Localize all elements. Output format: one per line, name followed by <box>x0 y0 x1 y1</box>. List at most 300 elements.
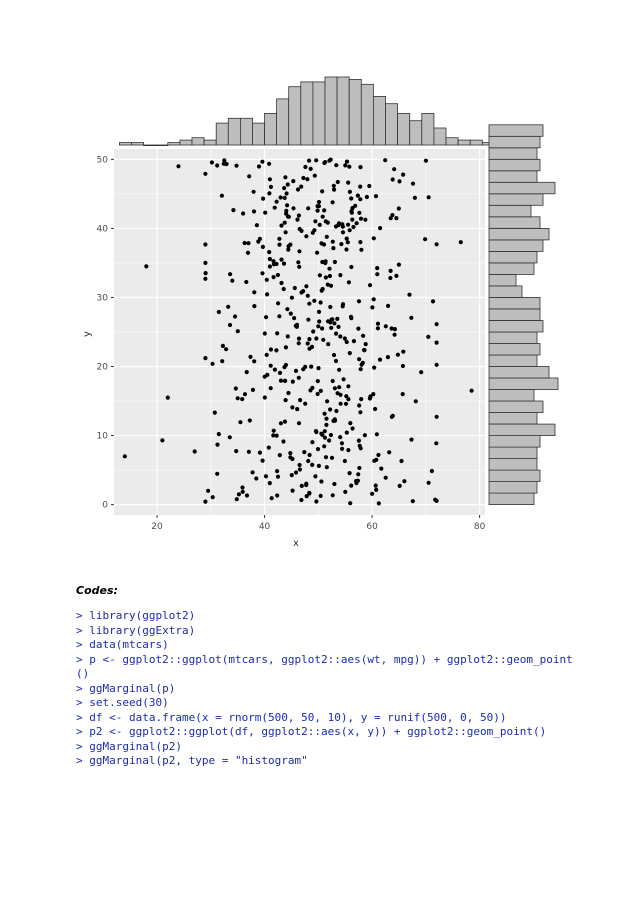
scatter-point <box>273 368 277 372</box>
x-hist-bar <box>446 138 458 145</box>
scatter-point <box>297 341 301 345</box>
scatter-point <box>305 494 309 498</box>
scatter-point <box>267 191 271 195</box>
scatter-point <box>220 194 224 198</box>
scatter-point <box>306 459 310 463</box>
scatter-point <box>316 204 320 208</box>
scatter-point <box>407 293 411 297</box>
code-line: > ggMarginal(p2, type = "histogram" <box>76 754 308 767</box>
scatter-point <box>316 209 320 213</box>
scatter-point <box>357 211 361 215</box>
scatter-point <box>217 432 221 436</box>
scatter-point <box>391 414 395 418</box>
scatter-point <box>306 206 310 210</box>
y-axis <box>97 155 114 510</box>
scatter-point <box>401 350 405 354</box>
scatter-point <box>375 266 379 270</box>
scatter-point <box>302 450 306 454</box>
scatter-point <box>384 476 388 480</box>
scatter-point <box>427 195 431 199</box>
scatter-point <box>283 175 287 179</box>
scatter-point <box>278 453 282 457</box>
scatter-point <box>375 432 379 436</box>
scatter-point <box>291 206 295 210</box>
y-hist-bar <box>489 182 555 194</box>
scatter-point <box>402 479 406 483</box>
scatter-point <box>297 265 301 269</box>
scatter-point <box>358 185 362 189</box>
scatter-point <box>435 341 439 345</box>
scatter-point <box>270 496 274 500</box>
scatter-point <box>329 326 333 330</box>
scatter-point <box>470 389 474 393</box>
scatter-point <box>318 273 322 277</box>
scatter-point <box>313 219 317 223</box>
scatter-point <box>289 312 293 316</box>
scatter-point <box>275 200 279 204</box>
x-hist-bar <box>434 128 446 145</box>
scatter-point <box>299 185 303 189</box>
scatter-point <box>341 230 345 234</box>
scatter-point <box>368 394 372 398</box>
scatter-point <box>401 392 405 396</box>
scatter-point <box>359 217 363 221</box>
scatter-point <box>348 471 352 475</box>
scatter-point <box>322 208 326 212</box>
scatter-point <box>374 488 378 492</box>
scatter-point <box>409 316 413 320</box>
scatter-point <box>298 227 302 231</box>
scatter-point <box>298 467 302 471</box>
x-tick-label: 20 <box>151 522 163 532</box>
scatter-point <box>322 444 326 448</box>
scatter-point <box>282 262 286 266</box>
scatter-point <box>393 327 397 331</box>
scatter-point <box>273 206 277 210</box>
code-line: > ggMarginal(p2) <box>76 739 182 753</box>
scatter-point <box>334 332 338 336</box>
scatter-point <box>427 481 431 485</box>
y-axis-title: y <box>82 331 93 337</box>
x-hist-bar <box>410 121 422 145</box>
scatter-point <box>386 304 390 308</box>
x-axis <box>151 515 485 532</box>
scatter-point <box>367 184 371 188</box>
x-hist-bar <box>337 77 349 145</box>
scatter-point <box>346 181 350 185</box>
scatter-point <box>256 240 260 244</box>
scatter-point <box>336 325 340 329</box>
scatter-point <box>296 260 300 264</box>
scatter-point <box>318 223 322 227</box>
scatter-point <box>401 364 405 368</box>
scatter-point <box>338 393 342 397</box>
scatter-point <box>299 498 303 502</box>
scatter-point <box>295 218 299 222</box>
scatter-point <box>383 158 387 162</box>
scatter-point <box>215 472 219 476</box>
scatter-point <box>203 261 207 265</box>
scatter-point <box>329 158 333 162</box>
scatter-point <box>331 240 335 244</box>
scatter-point <box>237 492 241 496</box>
scatter-point <box>252 209 256 213</box>
y-hist-bar <box>489 401 543 413</box>
code-line: > set.seed(30) <box>76 696 169 709</box>
scatter-point <box>297 421 301 425</box>
scatter-point <box>307 337 311 341</box>
scatter-point <box>236 329 240 333</box>
scatter-point <box>268 481 272 485</box>
x-hist-bar <box>422 113 434 145</box>
scatter-point <box>338 273 342 277</box>
scatter-point <box>344 402 348 406</box>
scatter-point <box>401 173 405 177</box>
scatter-point <box>279 224 283 228</box>
y-hist-bar <box>489 447 537 459</box>
scatter-point <box>166 396 170 400</box>
scatter-point <box>349 315 353 319</box>
y-hist-bar <box>489 194 543 206</box>
scatter-point <box>274 348 278 352</box>
scatter-point <box>243 241 247 245</box>
scatter-point <box>304 483 308 487</box>
scatter-point <box>291 489 295 493</box>
y-hist-bar <box>489 309 540 321</box>
scatter-point <box>431 299 435 303</box>
scatter-point <box>339 402 343 406</box>
scatter-point <box>348 501 352 505</box>
scatter-point <box>264 474 268 478</box>
scatter-point <box>327 267 331 271</box>
scatter-point <box>294 369 298 373</box>
y-hist-bar <box>489 274 516 286</box>
scatter-point <box>275 469 279 473</box>
scatter-point <box>210 362 214 366</box>
scatter-point <box>285 191 289 195</box>
scatter-point <box>291 380 295 384</box>
scatter-point <box>215 443 219 447</box>
scatter-point <box>373 407 377 411</box>
scatter-point <box>359 248 363 252</box>
y-tick-label: 10 <box>96 431 108 442</box>
scatter-point <box>251 388 255 392</box>
scatter-point <box>247 450 251 454</box>
scatter-point <box>247 174 251 178</box>
scatter-point <box>375 272 379 276</box>
x-hist-bar <box>192 138 204 145</box>
scatter-point <box>357 357 361 361</box>
scatter-point <box>309 365 313 369</box>
scatter-point <box>332 321 336 325</box>
scatter-point <box>258 451 262 455</box>
x-hist-bar <box>313 82 325 145</box>
scatter-point <box>357 466 361 470</box>
scatter-point <box>203 500 207 504</box>
y-hist-bar <box>489 367 549 379</box>
scatter-point <box>351 225 355 229</box>
x-hist-bar <box>156 145 168 146</box>
scatter-point <box>390 213 394 217</box>
code-line: > ggMarginal(p) <box>76 681 176 695</box>
scatter-point <box>220 359 224 363</box>
scatter-point <box>314 499 318 503</box>
scatter-point <box>222 162 226 166</box>
scatter-point <box>267 162 271 166</box>
x-hist-bar <box>373 96 385 145</box>
scatter-point <box>343 459 347 463</box>
scatter-point <box>226 305 230 309</box>
scatter-point <box>217 310 221 314</box>
scatter-point <box>319 494 323 498</box>
scatter-point <box>345 340 349 344</box>
scatter-point <box>341 304 345 308</box>
scatter-point <box>263 331 267 335</box>
scatter-point <box>269 185 273 189</box>
scatter-point <box>269 347 273 351</box>
scatter-point <box>356 327 360 331</box>
scatter-point <box>328 305 332 309</box>
scatter-point <box>297 213 301 217</box>
scatter-point <box>333 260 337 264</box>
scatter-point <box>364 342 368 346</box>
scatter-point <box>411 499 415 503</box>
scatter-point <box>261 459 265 463</box>
codes-title: Codes: <box>76 584 118 597</box>
y-tick-label: 50 <box>96 155 108 166</box>
scatter-point <box>294 470 298 474</box>
x-hist-bar <box>180 140 192 145</box>
scatter-point <box>310 440 314 444</box>
scatter-point <box>372 459 376 463</box>
scatter-point <box>361 334 365 338</box>
y-tick-label: 40 <box>96 224 108 235</box>
scatter-point <box>386 355 390 359</box>
scatter-point <box>245 370 249 374</box>
scatter-point <box>350 218 354 222</box>
scatter-point <box>312 299 316 303</box>
scatter-point <box>283 420 287 424</box>
scatter-point <box>331 379 335 383</box>
x-hist-bar <box>398 113 410 145</box>
scatter-point <box>357 439 361 443</box>
y-tick-label: 30 <box>96 293 108 304</box>
scatter-point <box>303 165 307 169</box>
scatter-point <box>265 278 269 282</box>
x-marginal-histogram <box>119 77 494 146</box>
scatter-point <box>329 318 333 322</box>
scatter-point <box>303 402 307 406</box>
scatter-point <box>261 197 265 201</box>
y-hist-bar <box>489 436 540 448</box>
y-hist-bar <box>489 205 531 217</box>
scatter-point <box>434 441 438 445</box>
y-hist-bar <box>489 378 558 390</box>
scatter-point <box>337 385 341 389</box>
scatter-point <box>277 243 281 247</box>
scatter-point <box>279 195 283 199</box>
scatter-point <box>338 435 342 439</box>
x-hist-bar <box>325 77 337 145</box>
scatter-point <box>301 176 305 180</box>
scatter-point <box>279 379 283 383</box>
scatter-point <box>274 262 278 266</box>
scatter-point <box>221 344 225 348</box>
scatter-point <box>277 237 281 241</box>
y-hist-bar <box>489 355 537 367</box>
scatter-point <box>275 331 279 335</box>
scatter-point <box>282 287 286 291</box>
scatter-point <box>357 299 361 303</box>
scatter-point <box>320 433 324 437</box>
scatter-point <box>286 334 290 338</box>
scatter-point <box>290 405 294 409</box>
x-hist-bar <box>240 118 252 145</box>
scatter-point <box>430 469 434 473</box>
scatter-point <box>349 196 353 200</box>
scatter-point <box>303 365 307 369</box>
scatter-point <box>238 420 242 424</box>
scatter-point <box>334 409 338 413</box>
y-tick-label: 0 <box>102 500 108 511</box>
scatter-point <box>340 447 344 451</box>
scatter-point <box>264 315 268 319</box>
scatter-point <box>290 473 294 477</box>
x-hist-bar <box>119 143 131 145</box>
scatter-point <box>389 269 393 273</box>
scatter-point <box>346 384 350 388</box>
y-hist-bar <box>489 424 555 436</box>
scatter-point <box>282 365 286 369</box>
y-hist-bar <box>489 171 537 183</box>
code-block <box>76 609 573 769</box>
scatter-point <box>234 386 238 390</box>
scatter-point <box>246 251 250 255</box>
scatter-point <box>316 392 320 396</box>
scatter-point <box>319 300 323 304</box>
y-hist-bar <box>489 251 537 263</box>
scatter-point <box>306 294 310 298</box>
scatter-point <box>308 388 312 392</box>
x-hist-bar <box>470 140 482 145</box>
scatter-point <box>228 272 232 276</box>
scatter-point <box>332 188 336 192</box>
scatter-point <box>228 323 232 327</box>
y-hist-bar <box>489 136 540 148</box>
scatter-point <box>338 334 342 338</box>
scatter-point <box>234 449 238 453</box>
y-hist-bar <box>489 332 537 344</box>
scatter-point <box>328 274 332 278</box>
scatter-point <box>363 218 367 222</box>
scatter-point <box>144 264 148 268</box>
scatter-point <box>378 358 382 362</box>
scatter-point <box>317 319 321 323</box>
scatter-point <box>340 441 344 445</box>
scatter-point <box>426 335 430 339</box>
scatter-point <box>276 273 280 277</box>
scatter-point <box>252 290 256 294</box>
scatter-point <box>394 274 398 278</box>
scatter-point <box>321 338 325 342</box>
scatter-point <box>224 347 228 351</box>
scatter-point <box>321 215 325 219</box>
scatter-point <box>275 493 279 497</box>
scatter-point <box>332 482 336 486</box>
scatter-point <box>337 221 341 225</box>
scatter-point <box>296 187 300 191</box>
y-hist-bar <box>489 470 540 482</box>
scatter-point <box>459 240 463 244</box>
scatter-point <box>365 195 369 199</box>
scatter-point <box>347 280 351 284</box>
scatter-point <box>228 435 232 439</box>
scatter-point <box>357 403 361 407</box>
scatter-point <box>331 200 335 204</box>
scatter-point <box>285 203 289 207</box>
scatter-point <box>240 485 244 489</box>
scatter-point <box>309 167 313 171</box>
scatter-point <box>323 160 327 164</box>
x-hist-bar <box>458 140 470 145</box>
scatter-point <box>370 492 374 496</box>
scatter-point <box>304 284 308 288</box>
scatter-point <box>329 433 333 437</box>
scatter-point <box>324 423 328 427</box>
scatter-point <box>307 347 311 351</box>
y-hist-bar <box>489 297 540 309</box>
scatter-point <box>325 399 329 403</box>
scatter-point <box>310 463 314 467</box>
scatter-point <box>284 398 288 402</box>
scatter-point <box>211 495 215 499</box>
scatter-point <box>326 342 330 346</box>
scatter-point <box>356 479 360 483</box>
scatter-point <box>240 397 244 401</box>
x-hist-bar <box>289 87 301 145</box>
scatter-point <box>397 179 401 183</box>
code-line: > p2 <- ggplot2::ggplot(df, ggplot2::aes(x, y)) + ggplot2::geom_point() <box>76 725 547 738</box>
scatter-point <box>345 431 349 435</box>
scatter-point <box>316 366 320 370</box>
scatter-point <box>261 245 265 249</box>
y-hist-bar <box>489 482 537 494</box>
scatter-point <box>414 399 418 403</box>
scatter-point <box>298 398 302 402</box>
y-hist-bar <box>489 413 537 425</box>
scatter-point <box>368 283 372 287</box>
scatter-point <box>435 242 439 246</box>
scatter-point <box>359 397 363 401</box>
scatter-point <box>272 429 276 433</box>
code-line: > data(mtcars) <box>76 638 169 651</box>
scatter-point <box>286 214 290 218</box>
scatter-point <box>291 179 295 183</box>
scatter-point <box>306 341 310 345</box>
scatter-point <box>348 228 352 232</box>
scatter-point <box>268 264 272 268</box>
scatter-point <box>333 386 337 390</box>
scatter-point <box>409 438 413 442</box>
scatter-point <box>260 160 264 164</box>
scatter-point <box>276 475 280 479</box>
scatter-point <box>359 446 363 450</box>
scatter-point <box>325 235 329 239</box>
scatter-point <box>306 318 310 322</box>
scatter-point <box>345 160 349 164</box>
scatter-point <box>279 281 283 285</box>
x-hist-bar <box>301 82 313 145</box>
